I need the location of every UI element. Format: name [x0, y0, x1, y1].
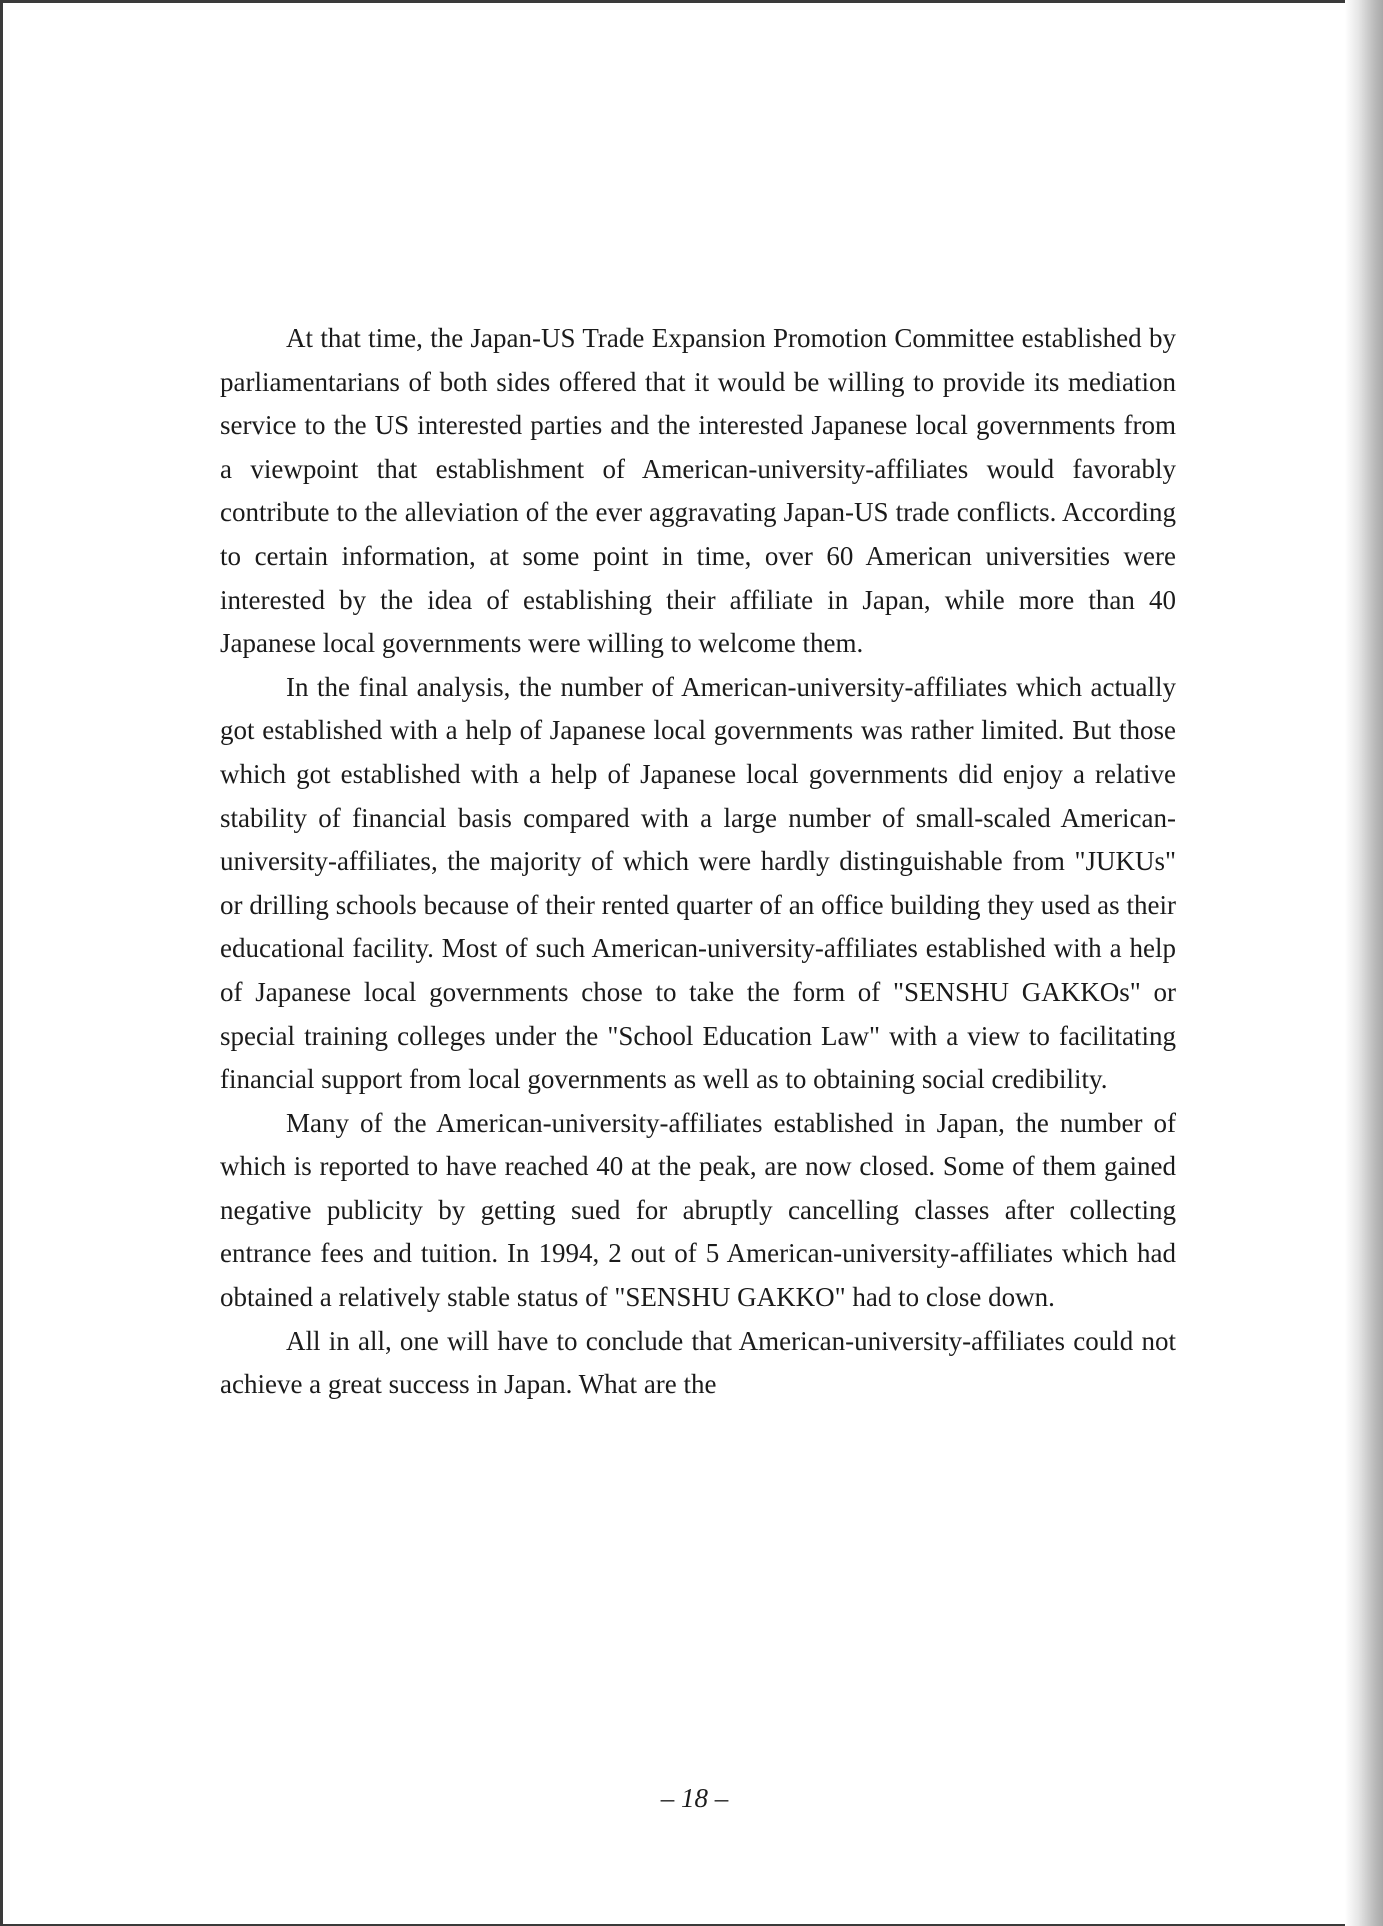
paragraph-1: At that time, the Japan-US Trade Expansion Promotion Committee established by parliamentarians of both sides offered that it would be willing to provide its mediation service to the US interested parties and the interested Japanese local governments from a viewpoint that establishment of American-university-affiliates would favorably contribute to the alleviation of the ever aggravating Japan-US trade conflicts. According to certain information, at some point in time, over 60 American universities were interested by the idea of establishing their affiliate in Japan, while more than 40 Japanese local governments were willing to welcome them. [220, 323, 1176, 659]
page-number: – 18 – [660, 1783, 729, 1813]
paragraph-2: In the final analysis, the number of American-university-affiliates which actually got established with a help of Japanese local governments was rather limited. But those which got established with a help of Japanese local governments did enjoy a relative stability of financial basis compared with a large number of small-scaled American-university-affiliates, the majority of which were hardly distinguishable from "JUKUs" or drilling schools because of their rented quarter of an office building they used as their educational facility. Most of such American-university-affiliates established with a help of Japanese local governments chose to take the form of "SENSHU GAKKOs" or special training colleges under the "School Education Law" with a view to facilitating financial support from local governments as well as to obtaining social credibility. [220, 671, 1176, 1095]
paragraph-4: All in all, one will have to conclude that American-university-affiliates could not achieve a great success in Japan. What are the [220, 1325, 1176, 1400]
scan-edge-shadow [1345, 0, 1383, 1926]
paragraph-3: Many of the American-university-affiliates established in Japan, the number of which is reported to have reached 40 at the peak, are now closed. Some of them gained negative publicity by getting sued for abruptly cancelling classes after collecting entrance fees and tuition. In 1994, 2 out of 5 American-university-affiliates which had obtained a relatively stable status of "SENSHU GAKKO" had to close down. [220, 1107, 1176, 1313]
body-text [220, 317, 1176, 1407]
